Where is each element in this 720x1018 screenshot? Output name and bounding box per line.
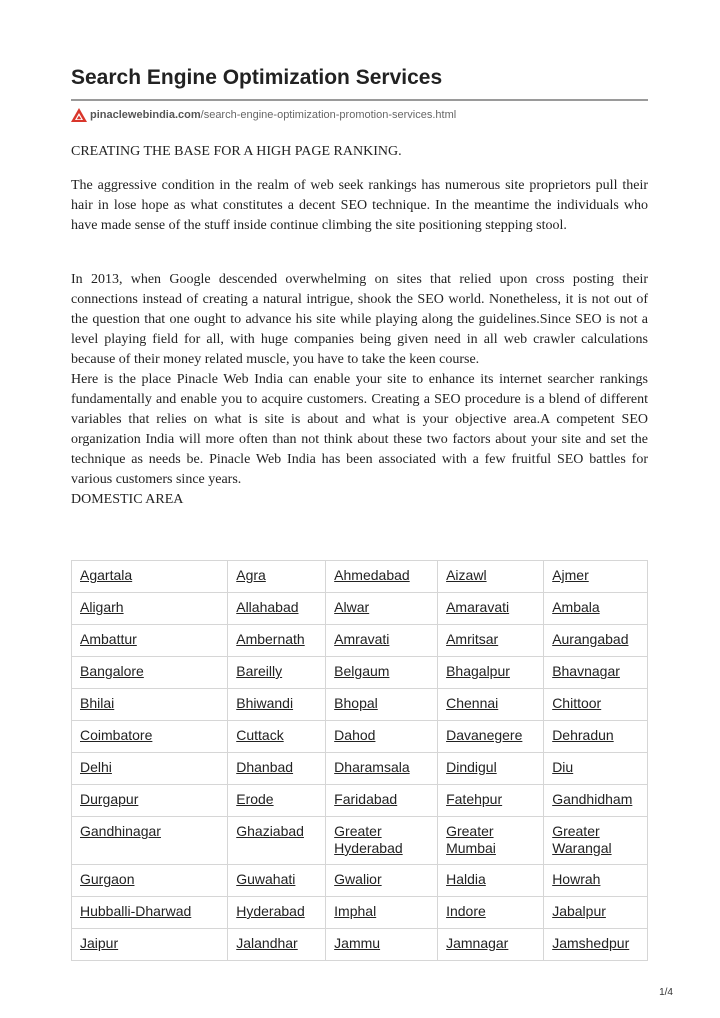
table-row [72, 657, 648, 689]
city-link[interactable]: Bareilly [236, 663, 283, 679]
table-cell [326, 785, 438, 817]
page-title: Search Engine Optimization Services [71, 66, 443, 89]
url-domain[interactable]: pinaclewebindia.com [90, 109, 201, 121]
city-link[interactable]: Bhilai [80, 695, 115, 711]
table-cell [438, 593, 544, 625]
table-cell [326, 593, 438, 625]
city-link[interactable]: Cuttack [236, 727, 284, 743]
table-cell [544, 753, 648, 785]
table-cell [326, 929, 438, 961]
intro-paragraph [71, 176, 648, 236]
city-link[interactable]: Greater Warangal [552, 823, 612, 856]
heading-text: CREATING THE BASE FOR A HIGH PAGE RANKING. [71, 144, 402, 159]
paragraph-2: In 2013, when Google descended overwhelming on sites that relied upon cross posting their connections instead of creating a natural intrigue, shook the SEO world. Nonetheless, it is not out of the question that one ought to advance his site while playing along the guidelines.Since SEO is not a level playing field for all, with huge companies being given need in all web crawler calculations because of their money related muscle, you have to take the keen course. [71, 272, 648, 367]
table-row [72, 689, 648, 721]
table-cell [72, 785, 228, 817]
city-link[interactable]: Jaipur [80, 935, 119, 951]
city-link[interactable]: Ambala [552, 599, 600, 615]
city-link[interactable]: Howrah [552, 871, 601, 887]
table-row [72, 929, 648, 961]
city-link[interactable]: Dindigul [446, 759, 497, 775]
city-link[interactable]: Gwalior [334, 871, 382, 887]
city-link[interactable]: Faridabad [334, 791, 398, 807]
city-link[interactable]: Jalandhar [236, 935, 298, 951]
table-cell [228, 817, 326, 865]
city-link[interactable]: Jammu [334, 935, 381, 951]
table-cell [228, 897, 326, 929]
table-cell [544, 785, 648, 817]
city-link[interactable]: Aurangabad [552, 631, 629, 647]
city-link[interactable]: Durgapur [80, 791, 139, 807]
table-row [72, 897, 648, 929]
table-cell [228, 657, 326, 689]
table-row [72, 785, 648, 817]
table-cell [72, 625, 228, 657]
city-link[interactable]: Bhiwandi [236, 695, 294, 711]
site-logo-icon [71, 108, 87, 122]
paragraph-3: Here is the place Pinacle Web India can enable your site to enhance its internet searcher rankings fundamentally and enable you to acquire customers. Creating a SEO procedure is a blend of different variables that relies on what is site is about and what is your objective area.A competent SEO organization India will more often than not think about these two factors about your site and set the technique as needs be. Pinacle Web India has been associated with a few fruitful SEO battles for various customers since years. [71, 372, 648, 487]
table-cell [544, 721, 648, 753]
table-cell [326, 817, 438, 865]
city-link[interactable]: Amritsar [446, 631, 499, 647]
city-link[interactable]: Belgaum [334, 663, 390, 679]
city-link[interactable]: Coimbatore [80, 727, 153, 743]
title-divider [71, 99, 648, 101]
city-link[interactable]: Bhopal [334, 695, 378, 711]
table-cell [228, 625, 326, 657]
table-cell [544, 625, 648, 657]
table-cell [326, 753, 438, 785]
city-link[interactable]: Greater Hyderabad [334, 823, 403, 856]
city-link[interactable]: Chennai [446, 695, 499, 711]
city-link[interactable]: Hubballi-Dharwad [80, 903, 192, 919]
table-cell [326, 721, 438, 753]
city-link[interactable]: Jamshedpur [552, 935, 630, 951]
table-row [72, 721, 648, 753]
table-row [72, 865, 648, 897]
city-link[interactable]: Ghaziabad [236, 823, 304, 839]
table-cell [72, 865, 228, 897]
table-cell [228, 689, 326, 721]
source-url[interactable] [71, 106, 456, 124]
city-link[interactable]: Bangalore [80, 663, 144, 679]
city-link[interactable]: Chittoor [552, 695, 602, 711]
city-link[interactable]: Guwahati [236, 871, 296, 887]
table-cell [228, 561, 326, 593]
table-cell [72, 753, 228, 785]
city-link[interactable]: Jamnagar [446, 935, 509, 951]
table-cell [438, 657, 544, 689]
table-cell [326, 897, 438, 929]
table-cell [72, 817, 228, 865]
table-row [72, 625, 648, 657]
body-paragraphs [71, 270, 648, 510]
table-cell [544, 561, 648, 593]
table-cell [438, 785, 544, 817]
city-link[interactable]: Amaravati [446, 599, 510, 615]
table-cell [544, 865, 648, 897]
table-cell [72, 657, 228, 689]
city-link[interactable]: Dharamsala [334, 759, 410, 775]
table-cell [438, 865, 544, 897]
table-row [72, 817, 648, 865]
city-link[interactable]: Gurgaon [80, 871, 135, 887]
city-link[interactable]: Greater Mumbai [446, 823, 496, 856]
table-cell [228, 593, 326, 625]
table-cell [438, 897, 544, 929]
cities-table-body [72, 561, 648, 961]
table-cell [326, 561, 438, 593]
table-cell [438, 721, 544, 753]
table-cell [438, 817, 544, 865]
table-cell [72, 561, 228, 593]
table-cell [326, 625, 438, 657]
city-link[interactable]: Agartala [80, 567, 133, 583]
city-link[interactable]: Amravati [334, 631, 390, 647]
table-cell [72, 897, 228, 929]
city-link[interactable]: Agra [236, 567, 266, 583]
city-link[interactable]: Fatehpur [446, 791, 503, 807]
city-link[interactable]: Jabalpur [552, 903, 606, 919]
city-link[interactable]: Erode [236, 791, 274, 807]
table-cell [228, 721, 326, 753]
table-cell [72, 593, 228, 625]
table-cell [544, 657, 648, 689]
table-row [72, 593, 648, 625]
table-cell [228, 865, 326, 897]
city-link[interactable]: Allahabad [236, 599, 299, 615]
city-link[interactable]: Alwar [334, 599, 370, 615]
city-link[interactable]: Aligarh [80, 599, 124, 615]
city-link[interactable]: Haldia [446, 871, 486, 887]
table-cell [544, 593, 648, 625]
city-link[interactable]: Imphal [334, 903, 377, 919]
table-cell [438, 625, 544, 657]
table-cell [228, 929, 326, 961]
city-link[interactable]: Gandhinagar [80, 823, 161, 839]
city-link[interactable]: Dhanbad [236, 759, 294, 775]
city-link[interactable]: Ajmer [552, 567, 589, 583]
page-number: 1/4 [659, 987, 673, 998]
table-cell [326, 865, 438, 897]
city-link[interactable]: Indore [446, 903, 486, 919]
city-link[interactable]: Davanegere [446, 727, 523, 743]
city-link[interactable]: Gandhidham [552, 791, 633, 807]
url-path[interactable]: /search-engine-optimization-promotion-services.html [200, 109, 457, 121]
table-cell [438, 561, 544, 593]
city-link[interactable]: Ambattur [80, 631, 137, 647]
table-cell [438, 753, 544, 785]
domestic-area-label: DOMESTIC AREA [71, 492, 184, 507]
section-heading-ranking [71, 142, 648, 162]
table-cell [438, 689, 544, 721]
table-cell [544, 689, 648, 721]
cities-table [71, 560, 648, 961]
city-link[interactable]: Hyderabad [236, 903, 305, 919]
table-row [72, 753, 648, 785]
table-cell [326, 657, 438, 689]
table-cell [72, 721, 228, 753]
table-cell [544, 897, 648, 929]
city-link[interactable]: Ahmedabad [334, 567, 410, 583]
table-cell [438, 929, 544, 961]
table-cell [228, 785, 326, 817]
city-link[interactable]: Diu [552, 759, 574, 775]
city-link[interactable]: Ambernath [236, 631, 305, 647]
city-link[interactable]: Dahod [334, 727, 376, 743]
city-link[interactable]: Aizawl [446, 567, 487, 583]
city-link[interactable]: Dehradun [552, 727, 614, 743]
table-cell [544, 929, 648, 961]
city-link[interactable]: Bhavnagar [552, 663, 620, 679]
city-link[interactable]: Bhagalpur [446, 663, 510, 679]
city-link[interactable]: Delhi [80, 759, 112, 775]
table-cell [228, 753, 326, 785]
table-cell [72, 689, 228, 721]
table-cell [72, 929, 228, 961]
table-row [72, 561, 648, 593]
table-cell [544, 817, 648, 865]
table-cell [326, 689, 438, 721]
paragraph-1: The aggressive condition in the realm of web seek rankings has numerous site proprietors pull their hair in lose hope as what constitutes a decent SEO technique. In the meantime the individuals who have made sense of the stuff inside continue climbing the site positioning stepping stool. [71, 178, 648, 233]
